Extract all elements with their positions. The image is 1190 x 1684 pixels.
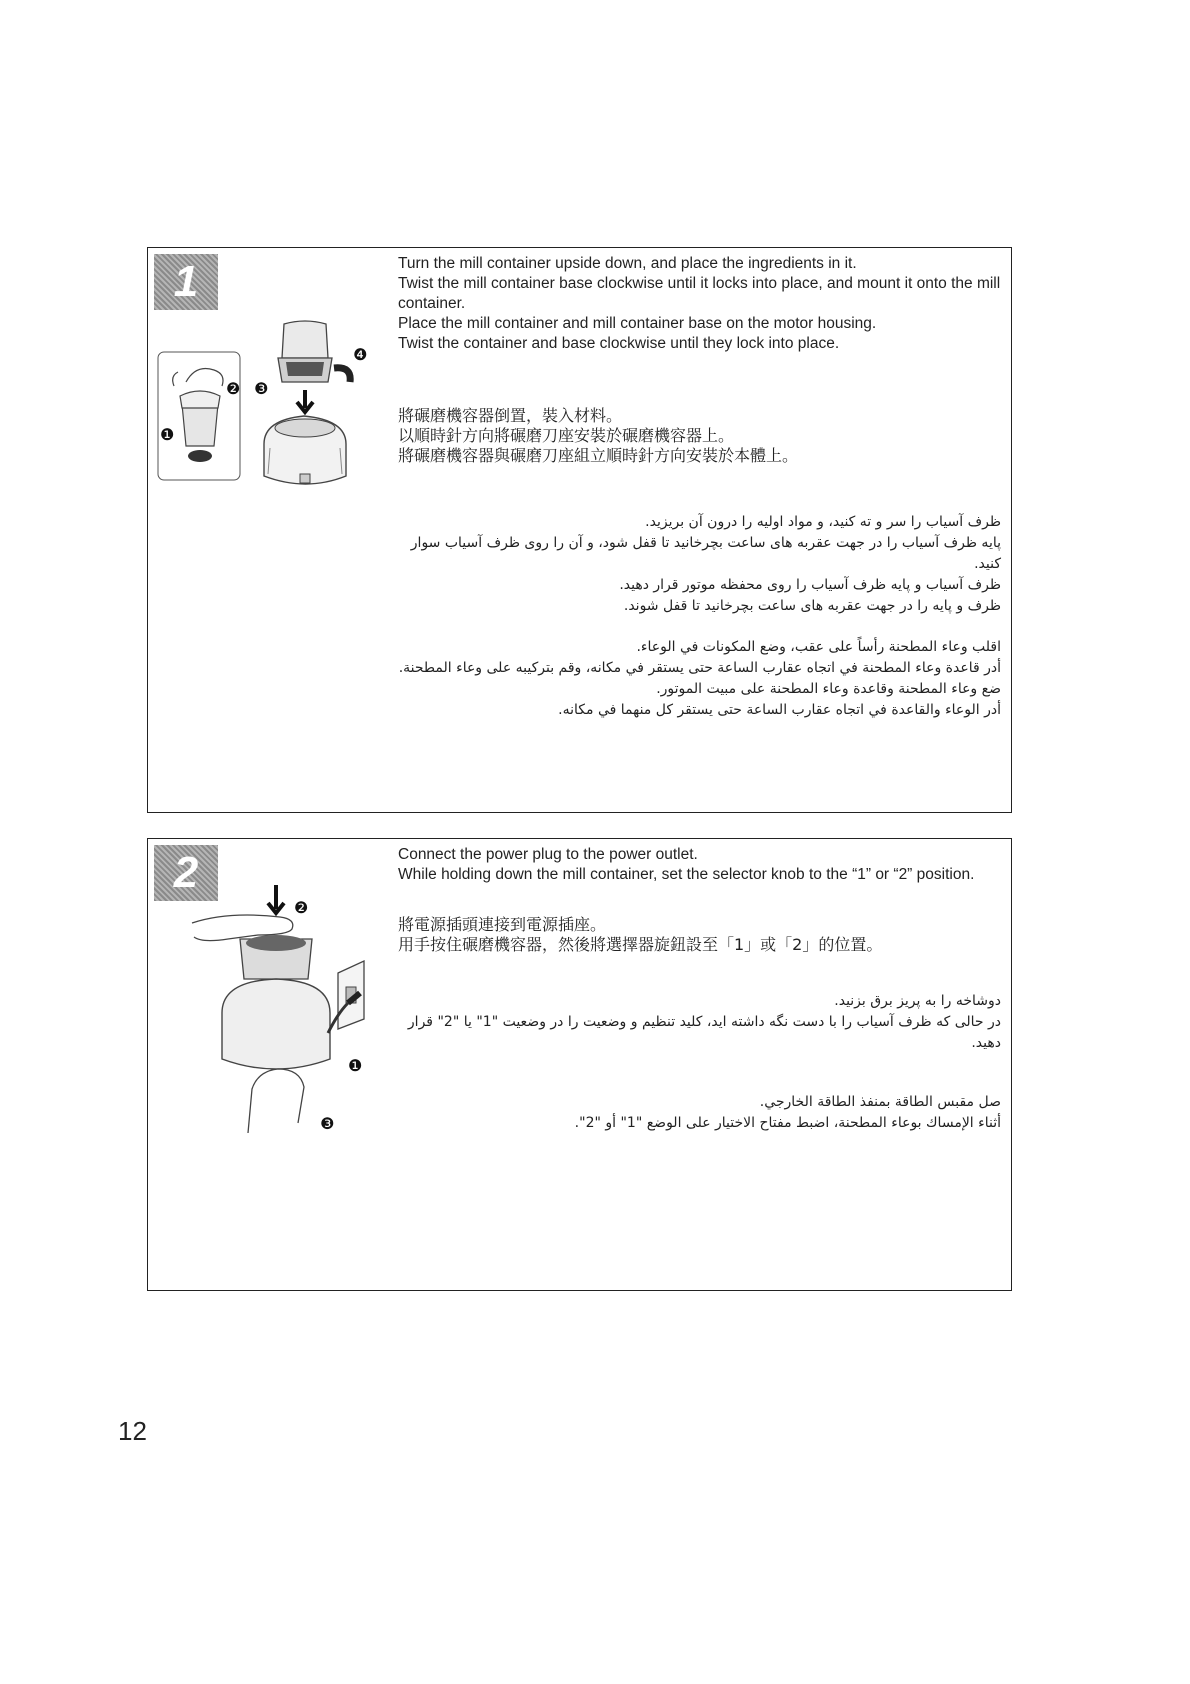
ar-line-2: أثناء الإمساك بوعاء المطحنة، اضبط مفتاح الاختيار على الوضع "1" أو "2". — [574, 1115, 1001, 1131]
arabic-instructions — [398, 1092, 1001, 1134]
chinese-instructions — [398, 406, 1001, 466]
en-line-2: Twist the mill container base clockwise until it locks into place, and mount it onto the mill container. — [398, 275, 1001, 312]
fa-line-1: ظرف آسیاب را سر و ته کنید، و مواد اولیه را درون آن بریزید. — [645, 514, 1001, 530]
ar-line-4: أدر الوعاء والقاعدة في اتجاه عقارب الساعة حتى يستقر كل منهما في مكانه. — [558, 702, 1001, 718]
arabic-instructions — [398, 637, 1001, 721]
persian-instructions — [398, 512, 1001, 617]
callout-2: ❷ — [294, 900, 309, 917]
step-1-panel — [147, 247, 1012, 813]
fa-line-3: ظرف آسیاب و پایه ظرف آسیاب را روی محفظه موتور قرار دهید. — [619, 577, 1001, 593]
plug-and-knob-illustration — [188, 883, 378, 1143]
ar-line-1: اقلب وعاء المطحنة رأساً على عقب، وضع المكونات في الوعاء. — [636, 639, 1001, 655]
en-line-1: Turn the mill container upside down, and place the ingredients in it. — [398, 255, 857, 272]
en-line-4: Twist the container and base clockwise until they lock into place. — [398, 335, 840, 352]
callout-1: ❶ — [348, 1058, 363, 1075]
zh-line-2: 以順時針方向將碾磨刀座安裝於碾磨機容器上。 — [398, 426, 735, 445]
zh-line-2: 用手按住碾磨機容器，然後將選擇器旋鈕設至「1」或「2」的位置。 — [398, 935, 883, 954]
fa-line-4: ظرف و پایه را در جهت عقربه های ساعت بچرخانید تا قفل شوند. — [623, 598, 1001, 614]
english-instructions — [398, 254, 1001, 354]
step-number-badge: 2 — [154, 845, 218, 901]
ar-line-3: ضع وعاء المطحنة وقاعدة وعاء المطحنة على مبيت الموتور. — [656, 681, 1001, 697]
callout-4: ❹ — [353, 347, 368, 364]
fa-line-2: در حالی که ظرف آسیاب را با دست نگه داشته اید، کلید تنظیم و وضعیت را در وضعیت "1" یا "2" قرار دهید. — [407, 1014, 1001, 1051]
zh-line-1: 將電源插頭連接到電源插座。 — [398, 915, 607, 934]
chinese-instructions — [398, 915, 1001, 955]
callout-2: ❷ — [226, 381, 241, 398]
step-number-badge: 1 — [154, 254, 218, 310]
mill-assembly-illustration — [156, 316, 371, 516]
english-instructions — [398, 845, 1001, 885]
callout-1: ❶ — [160, 427, 175, 444]
page-number: 12 — [118, 1416, 147, 1446]
persian-instructions — [398, 991, 1001, 1054]
ar-line-2: أدر قاعدة وعاء المطحنة في اتجاه عقارب الساعة حتى يستقر في مكانه، وقم بتركيبه على وعاء المطحنة. — [398, 660, 1001, 676]
zh-line-1: 將碾磨機容器倒置，裝入材料。 — [398, 406, 623, 425]
ar-line-1: صل مقبس الطاقة بمنفذ الطاقة الخارجي. — [759, 1094, 1001, 1110]
fa-line-1: دوشاخه را به پریز برق بزنید. — [834, 993, 1001, 1009]
fa-line-2: پایه ظرف آسیاب را در جهت عقربه های ساعت بچرخانید تا قفل شود، و آن را روی ظرف آسیاب سوار کنید. — [410, 535, 1001, 572]
step-2-panel — [147, 838, 1012, 1291]
callout-3: ❸ — [320, 1116, 335, 1133]
zh-line-3: 將碾磨機容器與碾磨刀座組立順時針方向安裝於本體上。 — [398, 446, 799, 465]
en-line-1: Connect the power plug to the power outlet. — [398, 846, 698, 863]
en-line-3: Place the mill container and mill container base on the motor housing. — [398, 315, 877, 332]
callout-3: ❸ — [254, 381, 269, 398]
en-line-2: While holding down the mill container, set the selector knob to the “1” or “2” position. — [398, 866, 975, 883]
